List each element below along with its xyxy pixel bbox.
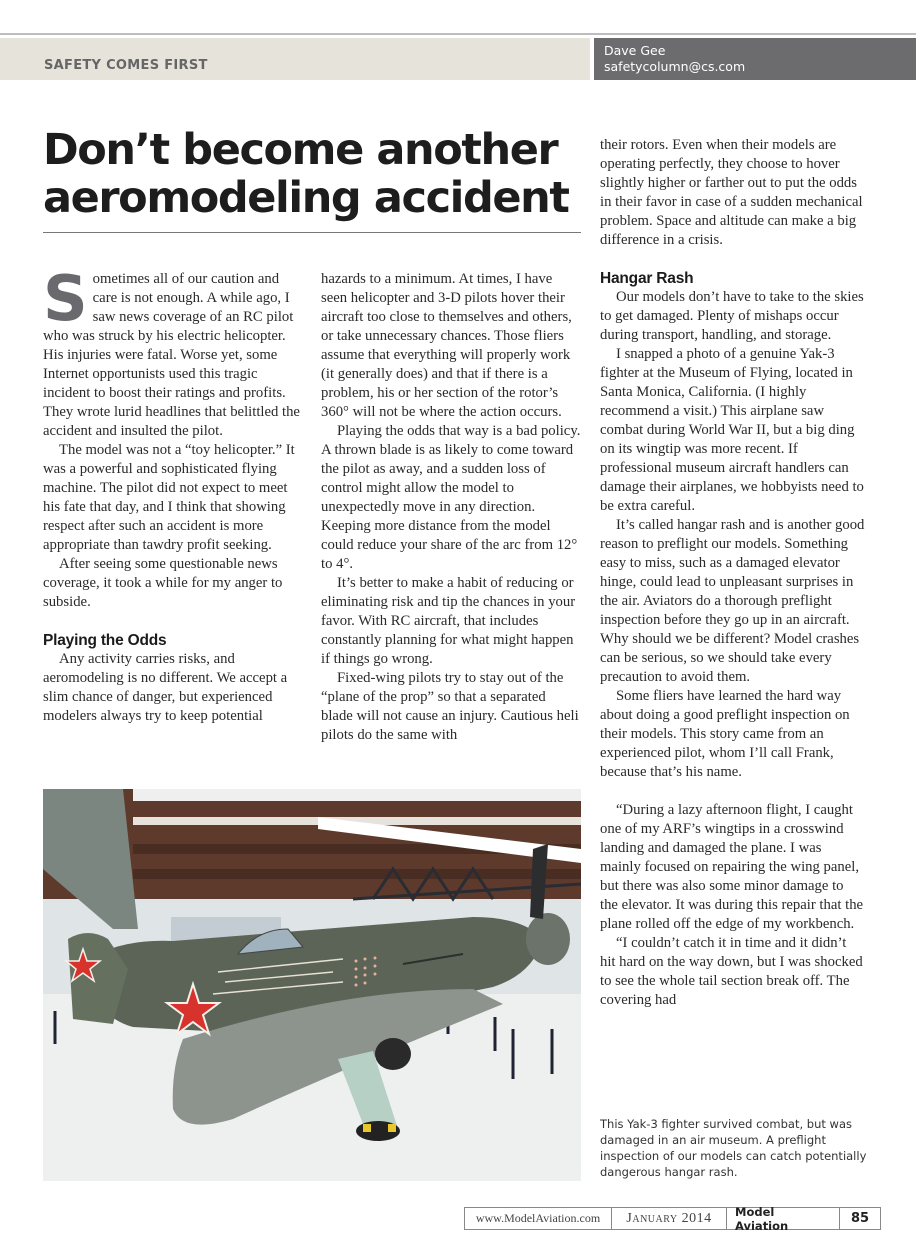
paragraph: Fixed-wing pilots try to stay out of the “plane of the prop” so that a separated blade will not cause an injury. Cautious heli pilots do the same with bbox=[321, 670, 579, 743]
yak3-aircraft-illustration bbox=[43, 789, 581, 1181]
paragraph: I snapped a photo of a genuine Yak-3 fighter at the Museum of Flying, located in Santa Monica, California. (I highly recommend a visit.) This airplane saw combat during World War II, but a big ding on its wingtip was more recent. If professional museum aircraft handlers can damage their airplanes, we hobbyists need to be extra careful. bbox=[600, 346, 864, 514]
paragraph: It’s better to make a habit of reducing or eliminating risk and tip the chances in your favor. With RC aircraft, that includes constantly planning for what might happen if things go wrong. bbox=[321, 575, 576, 667]
author-name: Dave Gee bbox=[604, 43, 666, 58]
subheading-playing-the-odds: Playing the Odds bbox=[43, 632, 167, 649]
section-label: SAFETY COMES FIRST bbox=[44, 58, 208, 73]
paragraph: hazards to a minimum. At times, I have seen helicopter and 3-D pilots hover their aircraft too close to themselves and others, or take unnecessary chances. Those fliers assume that everything will properly work (it generally does) and that if there is a problem, his or her section of the rotor’s 360° will not be where the action occurs. bbox=[321, 271, 572, 420]
footer-page-number: 85 bbox=[839, 1208, 880, 1229]
column-3 bbox=[600, 136, 865, 1010]
footer-issue-date: January 2014 bbox=[611, 1208, 726, 1229]
paragraph: their rotors. Even when their models are operating perfectly, they choose to hover slightly higher or farther out to put the odds in their favor in case of a sudden mechanical problem. Space and altitude can make a big difference in a crisis. bbox=[600, 137, 863, 248]
paragraph: Our models don’t have to take to the skies to get damaged. Plenty of mishaps occur during transport, handling, and storage. bbox=[600, 289, 864, 343]
top-rule bbox=[0, 33, 916, 35]
column-1 bbox=[43, 262, 303, 726]
author-email[interactable]: safetycolumn@cs.com bbox=[604, 59, 746, 74]
paragraph: The model was not a “toy helicopter.” It was a powerful and sophisticated flying machine. The pilot did not expect to meet his fate that day, and I think that showing respect after such an accident is more appropriate than tawdry profit seeking. bbox=[43, 442, 295, 553]
drop-cap: S bbox=[43, 262, 88, 335]
author-box bbox=[594, 38, 916, 80]
paragraph: Some fliers have learned the hard way about doing a good preflight inspection on their models. This story came from an experienced pilot, whom I’ll call Frank, because that’s his name. bbox=[600, 688, 850, 780]
title-line-2: aeromodeling accident bbox=[43, 173, 569, 223]
paragraph: It’s called hangar rash and is another good reason to preflight our models. Something easy to miss, such as a damaged elevator hinge, could lead to unpleasant surprises in the air. Aviators do a thorough preflight inspection before they go up in an aircraft. Why should we be different? Model crashes can be serious, so we should take every precaution to avoid them. bbox=[600, 517, 865, 685]
paragraph-text: ometimes all of our caution and care is not enough. A while ago, I saw news coverage of an RC pilot who was struck by his electric helicopter. His injuries were fatal. Worse yet, some Internet opportunists used this tragic incident to boost their ratings and profits. They wrote lurid headlines that belittled the accident and insulted the pilot. bbox=[43, 271, 300, 439]
title-rule bbox=[43, 232, 581, 233]
paragraph bbox=[43, 262, 303, 441]
footer-magazine-name: Model Aviation bbox=[726, 1208, 839, 1229]
photo-caption: This Yak-3 fighter survived combat, but was damaged in an air museum. A preflight inspection of our models can catch potentially dangerous hangar rash. bbox=[600, 1117, 867, 1179]
column-2 bbox=[321, 270, 581, 745]
paragraph: “During a lazy afternoon flight, I caught one of my ARF’s wingtips in a crosswind landing and damaged the plane. I was mainly focused on repairing the wing panel, but there was also some minor damage to the elevator. It was during this repair that the plane rolled off the edge of my workbench. bbox=[600, 802, 864, 932]
yak3-photo bbox=[43, 789, 581, 1181]
article-title bbox=[43, 126, 583, 222]
page-footer bbox=[464, 1204, 881, 1233]
paragraph: “I couldn’t catch it in time and it didn’t hit hard on the way down, but I was shocked to see the whole tail section break off. The covering had bbox=[600, 935, 863, 1008]
title-line-1: Don’t become another bbox=[43, 125, 558, 175]
subheading-hangar-rash: Hangar Rash bbox=[600, 270, 694, 287]
footer-website-link[interactable]: www.ModelAviation.com bbox=[475, 1211, 601, 1225]
paragraph: Playing the odds that way is a bad policy. A thrown blade is as likely to come toward the pilot as away, and a sudden loss of control might allow the model to unexpectedly move in any direction. Keeping more distance from the model could reduce your share of the arc from 12° to 4°. bbox=[321, 423, 581, 572]
paragraph: Any activity carries risks, and aeromodeling is no different. We accept a slim chance of danger, but experienced modelers always try to keep potential bbox=[43, 651, 288, 724]
paragraph: After seeing some questionable news coverage, it took a while for my anger to subside. bbox=[43, 556, 283, 610]
